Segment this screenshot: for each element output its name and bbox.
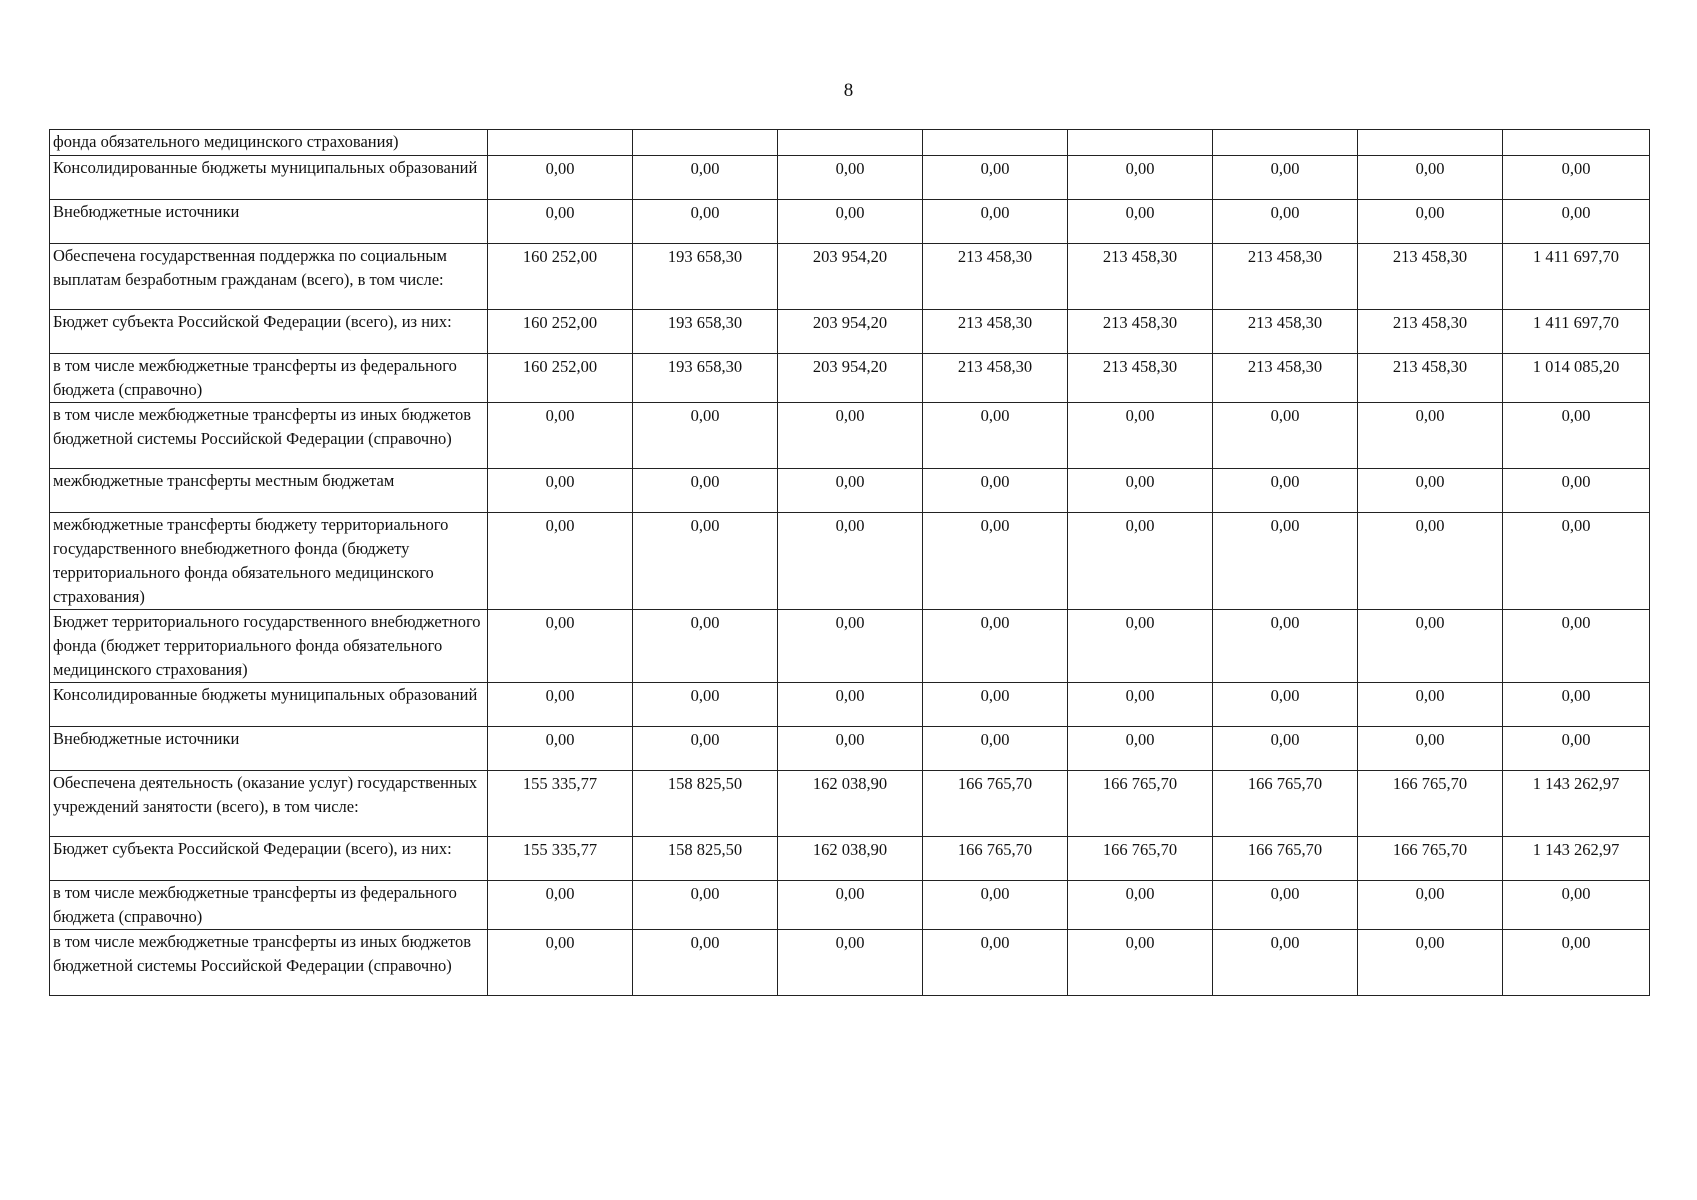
value-cell — [1503, 130, 1650, 156]
table-row — [50, 200, 1650, 244]
value-cell: 0,00 — [1358, 200, 1503, 244]
value-cell: 0,00 — [923, 727, 1068, 771]
value-cell: 0,00 — [633, 200, 778, 244]
value-cell: 213 458,30 — [1068, 310, 1213, 354]
value-cell: 213 458,30 — [1358, 310, 1503, 354]
value-cell: 162 038,90 — [778, 771, 923, 837]
page-number: 8 — [843, 80, 854, 101]
value-cell: 0,00 — [1068, 403, 1213, 469]
table-row — [50, 513, 1650, 610]
budget-table-container — [49, 129, 1649, 996]
value-cell — [923, 130, 1068, 156]
value-cell: 0,00 — [923, 683, 1068, 727]
value-cell: 1 014 085,20 — [1503, 354, 1650, 403]
row-label: Обеспечена государственная поддержка по социальным выплатам безработным гражданам (всего), в том числе: — [50, 244, 488, 310]
value-cell: 213 458,30 — [923, 244, 1068, 310]
value-cell: 193 658,30 — [633, 354, 778, 403]
value-cell: 193 658,30 — [633, 244, 778, 310]
value-cell: 0,00 — [1213, 469, 1358, 513]
value-cell: 0,00 — [1213, 727, 1358, 771]
value-cell: 0,00 — [1358, 403, 1503, 469]
value-cell: 162 038,90 — [778, 837, 923, 881]
value-cell: 166 765,70 — [1213, 837, 1358, 881]
row-label: Консолидированные бюджеты муниципальных образований — [50, 156, 488, 200]
value-cell: 0,00 — [1068, 200, 1213, 244]
value-cell: 0,00 — [778, 610, 923, 683]
value-cell: 0,00 — [488, 469, 633, 513]
row-label: Бюджет территориального государственного внебюджетного фонда (бюджет территориального фонда обязательного медицинского страхования) — [50, 610, 488, 683]
row-label: фонда обязательного медицинского страхования) — [50, 130, 488, 156]
value-cell: 0,00 — [778, 469, 923, 513]
value-cell: 0,00 — [633, 403, 778, 469]
value-cell: 0,00 — [1213, 403, 1358, 469]
value-cell: 0,00 — [1213, 881, 1358, 930]
value-cell: 0,00 — [1213, 610, 1358, 683]
value-cell: 0,00 — [633, 513, 778, 610]
value-cell: 0,00 — [1068, 469, 1213, 513]
value-cell: 0,00 — [633, 727, 778, 771]
row-label: межбюджетные трансферты бюджету территориального государственного внебюджетного фонда (бюджету территориального фонда обязательного медицинского страхования) — [50, 513, 488, 610]
table-body — [50, 130, 1650, 996]
value-cell: 0,00 — [1358, 930, 1503, 996]
value-cell: 0,00 — [633, 469, 778, 513]
table-row — [50, 244, 1650, 310]
value-cell: 1 143 262,97 — [1503, 837, 1650, 881]
value-cell: 0,00 — [923, 610, 1068, 683]
value-cell: 213 458,30 — [1213, 244, 1358, 310]
value-cell: 0,00 — [1503, 403, 1650, 469]
value-cell: 0,00 — [1068, 156, 1213, 200]
value-cell: 203 954,20 — [778, 310, 923, 354]
value-cell — [1068, 130, 1213, 156]
value-cell: 0,00 — [1503, 156, 1650, 200]
value-cell — [1358, 130, 1503, 156]
table-row — [50, 156, 1650, 200]
value-cell: 0,00 — [633, 881, 778, 930]
value-cell: 0,00 — [1068, 610, 1213, 683]
value-cell: 1 411 697,70 — [1503, 310, 1650, 354]
value-cell: 160 252,00 — [488, 310, 633, 354]
value-cell: 0,00 — [488, 513, 633, 610]
value-cell: 0,00 — [1503, 930, 1650, 996]
table-row — [50, 403, 1650, 469]
value-cell: 0,00 — [923, 930, 1068, 996]
value-cell: 0,00 — [923, 469, 1068, 513]
table-row — [50, 930, 1650, 996]
row-label: в том числе межбюджетные трансферты из федерального бюджета (справочно) — [50, 354, 488, 403]
value-cell: 0,00 — [1213, 513, 1358, 610]
value-cell: 0,00 — [488, 156, 633, 200]
value-cell: 0,00 — [1358, 513, 1503, 610]
row-label: Бюджет субъекта Российской Федерации (всего), из них: — [50, 837, 488, 881]
value-cell: 213 458,30 — [1068, 244, 1213, 310]
value-cell: 0,00 — [778, 200, 923, 244]
value-cell — [778, 130, 923, 156]
value-cell: 0,00 — [778, 513, 923, 610]
value-cell: 0,00 — [1358, 881, 1503, 930]
table-row — [50, 354, 1650, 403]
value-cell: 0,00 — [633, 610, 778, 683]
value-cell: 0,00 — [488, 930, 633, 996]
table-row — [50, 610, 1650, 683]
value-cell: 203 954,20 — [778, 354, 923, 403]
value-cell: 0,00 — [1213, 683, 1358, 727]
row-label: Консолидированные бюджеты муниципальных образований — [50, 683, 488, 727]
value-cell: 0,00 — [1068, 881, 1213, 930]
value-cell: 0,00 — [1068, 727, 1213, 771]
value-cell: 0,00 — [923, 513, 1068, 610]
value-cell: 0,00 — [778, 930, 923, 996]
value-cell: 0,00 — [1503, 683, 1650, 727]
row-label: в том числе межбюджетные трансферты из иных бюджетов бюджетной системы Российской Федерации (справочно) — [50, 930, 488, 996]
value-cell: 0,00 — [923, 156, 1068, 200]
value-cell: 0,00 — [488, 403, 633, 469]
budget-table — [49, 129, 1650, 996]
value-cell: 158 825,50 — [633, 837, 778, 881]
table-row — [50, 837, 1650, 881]
value-cell: 160 252,00 — [488, 354, 633, 403]
value-cell: 0,00 — [1068, 513, 1213, 610]
value-cell: 0,00 — [923, 200, 1068, 244]
value-cell: 0,00 — [923, 403, 1068, 469]
value-cell: 0,00 — [1503, 881, 1650, 930]
value-cell: 213 458,30 — [1213, 354, 1358, 403]
value-cell: 0,00 — [1503, 200, 1650, 244]
value-cell — [1213, 130, 1358, 156]
table-row — [50, 727, 1650, 771]
value-cell: 166 765,70 — [1068, 837, 1213, 881]
row-label: межбюджетные трансферты местным бюджетам — [50, 469, 488, 513]
table-row — [50, 881, 1650, 930]
value-cell: 0,00 — [1358, 727, 1503, 771]
value-cell: 166 765,70 — [923, 837, 1068, 881]
value-cell: 0,00 — [1213, 156, 1358, 200]
table-row — [50, 469, 1650, 513]
value-cell: 0,00 — [633, 683, 778, 727]
value-cell: 166 765,70 — [1213, 771, 1358, 837]
value-cell: 166 765,70 — [923, 771, 1068, 837]
value-cell: 0,00 — [1503, 610, 1650, 683]
table-row — [50, 771, 1650, 837]
value-cell: 166 765,70 — [1358, 771, 1503, 837]
row-label: Внебюджетные источники — [50, 200, 488, 244]
value-cell: 0,00 — [1358, 156, 1503, 200]
value-cell — [488, 130, 633, 156]
value-cell: 213 458,30 — [1213, 310, 1358, 354]
row-label: Обеспечена деятельность (оказание услуг) государственных учреждений занятости (всего), в том числе: — [50, 771, 488, 837]
value-cell: 213 458,30 — [1358, 244, 1503, 310]
value-cell: 203 954,20 — [778, 244, 923, 310]
row-label: в том числе межбюджетные трансферты из федерального бюджета (справочно) — [50, 881, 488, 930]
value-cell: 0,00 — [488, 881, 633, 930]
value-cell: 0,00 — [778, 403, 923, 469]
value-cell: 155 335,77 — [488, 837, 633, 881]
value-cell: 0,00 — [488, 610, 633, 683]
table-row — [50, 130, 1650, 156]
value-cell: 0,00 — [1503, 469, 1650, 513]
value-cell: 0,00 — [1503, 513, 1650, 610]
value-cell: 166 765,70 — [1358, 837, 1503, 881]
value-cell: 1 411 697,70 — [1503, 244, 1650, 310]
value-cell: 166 765,70 — [1068, 771, 1213, 837]
value-cell: 213 458,30 — [923, 310, 1068, 354]
value-cell: 0,00 — [488, 200, 633, 244]
value-cell: 0,00 — [488, 683, 633, 727]
value-cell: 0,00 — [778, 156, 923, 200]
value-cell: 0,00 — [778, 727, 923, 771]
value-cell: 213 458,30 — [1358, 354, 1503, 403]
value-cell: 0,00 — [1068, 683, 1213, 727]
value-cell: 0,00 — [1358, 683, 1503, 727]
row-label: Бюджет субъекта Российской Федерации (всего), из них: — [50, 310, 488, 354]
value-cell: 0,00 — [488, 727, 633, 771]
value-cell: 0,00 — [633, 930, 778, 996]
table-row — [50, 310, 1650, 354]
table-row — [50, 683, 1650, 727]
value-cell: 0,00 — [1213, 200, 1358, 244]
row-label: Внебюджетные источники — [50, 727, 488, 771]
value-cell: 0,00 — [1213, 930, 1358, 996]
value-cell: 1 143 262,97 — [1503, 771, 1650, 837]
value-cell: 158 825,50 — [633, 771, 778, 837]
value-cell: 213 458,30 — [923, 354, 1068, 403]
value-cell: 0,00 — [778, 881, 923, 930]
value-cell: 0,00 — [633, 156, 778, 200]
value-cell: 0,00 — [923, 881, 1068, 930]
value-cell: 0,00 — [1503, 727, 1650, 771]
value-cell: 0,00 — [778, 683, 923, 727]
value-cell: 193 658,30 — [633, 310, 778, 354]
value-cell: 0,00 — [1358, 469, 1503, 513]
row-label: в том числе межбюджетные трансферты из иных бюджетов бюджетной системы Российской Федерации (справочно) — [50, 403, 488, 469]
value-cell — [633, 130, 778, 156]
value-cell: 0,00 — [1358, 610, 1503, 683]
value-cell: 155 335,77 — [488, 771, 633, 837]
value-cell: 0,00 — [1068, 930, 1213, 996]
value-cell: 213 458,30 — [1068, 354, 1213, 403]
value-cell: 160 252,00 — [488, 244, 633, 310]
